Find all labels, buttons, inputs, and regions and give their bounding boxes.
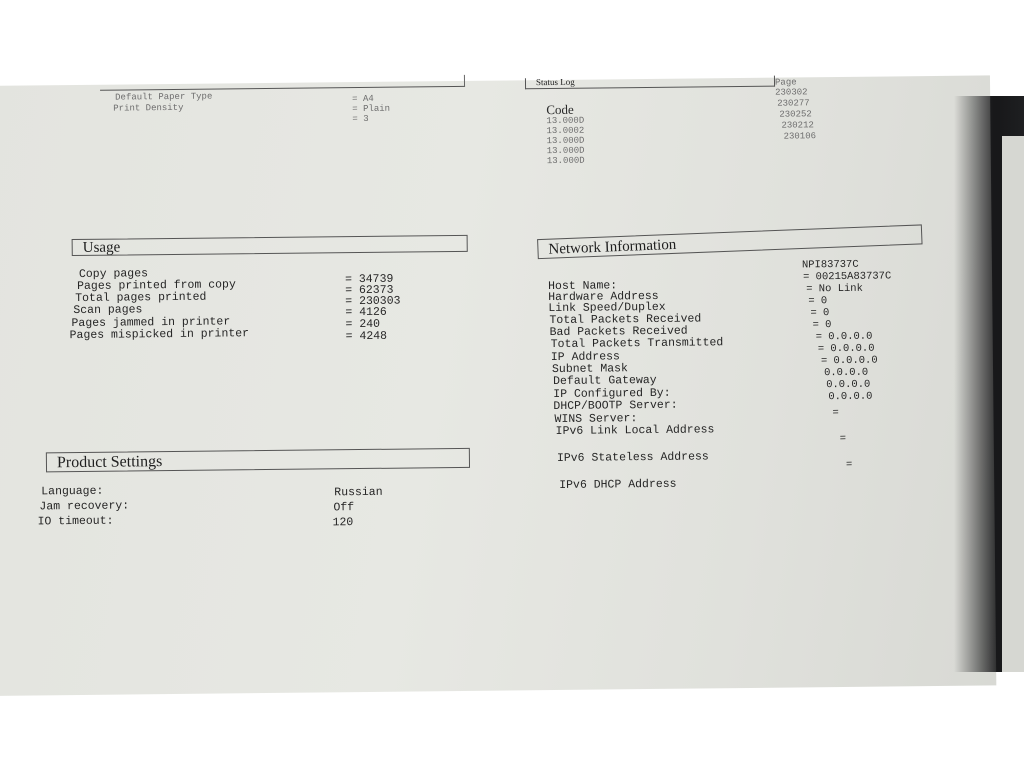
network-value: = 0.0.0.0: [820, 354, 878, 368]
product-setting-label: Language:: [41, 484, 104, 499]
paper-value: = A4: [352, 93, 374, 105]
product-setting-label: IO timeout:: [37, 514, 114, 529]
paper-value: = Plain: [352, 103, 391, 115]
network-label: IPv6 DHCP Address: [559, 477, 677, 492]
network-value: =: [845, 458, 853, 471]
status-log-header: [525, 76, 775, 90]
status-code: 13.0002: [546, 125, 585, 137]
usage-label: Total pages printed: [75, 290, 207, 306]
code-header: Code: [546, 101, 574, 118]
status-log-title: Status Log: [535, 76, 575, 88]
network-label: IP Address: [550, 350, 620, 365]
usage-label: Scan pages: [73, 303, 143, 318]
network-value: = 00215A83737C: [802, 270, 892, 284]
usage-label: Pages mispicked in printer: [69, 327, 250, 343]
usage-value: = 4248: [345, 329, 388, 344]
usage-value: = 4126: [345, 305, 387, 320]
network-label: WINS Server:: [554, 412, 638, 427]
status-code: 13.000D: [546, 155, 585, 167]
network-label: IPv6 Stateless Address: [556, 450, 709, 465]
page-header: Page: [774, 77, 797, 88]
network-label: Host Name:: [548, 279, 618, 294]
underlying-sheet-edge: [1002, 136, 1024, 672]
usage-value: = 240: [345, 317, 381, 332]
network-label: Total Packets Received: [549, 312, 702, 328]
status-code: 13.000D: [546, 115, 585, 127]
paper-label: Default Paper Type: [115, 91, 213, 103]
status-page: 230277: [777, 98, 810, 109]
network-label: DHCP/BOOTP Server:: [553, 398, 678, 414]
network-label: IPv6 Link Local Address: [555, 423, 715, 438]
printer-report-page: [0, 75, 996, 696]
network-label: IP Configured By:: [553, 386, 671, 402]
usage-label: Copy pages: [78, 267, 149, 281]
usage-value: = 230303: [345, 294, 401, 309]
usage-label: Pages printed from copy: [77, 278, 236, 293]
network-title: Network Information: [548, 236, 677, 258]
network-value: = 0.0.0.0: [817, 342, 875, 356]
network-label: Link Speed/Duplex: [548, 300, 666, 316]
network-value: = 0.0.0.0: [815, 330, 873, 344]
status-page: 230212: [781, 120, 814, 131]
product-setting-value: Russian: [334, 485, 383, 500]
product-settings-title-box: [46, 448, 470, 472]
network-label: Hardware Address: [548, 289, 659, 305]
usage-title-box: [72, 235, 468, 256]
usage-value: = 62373: [345, 283, 394, 298]
product-setting-label: Jam recovery:: [39, 499, 130, 514]
network-value: NPI83737C: [801, 258, 859, 272]
paper-label: Print Density: [113, 102, 184, 114]
status-page: 230252: [779, 109, 812, 120]
network-value: = No Link: [806, 282, 863, 296]
status-page: 230106: [783, 131, 817, 142]
status-code: 13.000D: [546, 135, 585, 147]
usage-title: Usage: [82, 239, 121, 256]
paper-value: = 3: [352, 113, 369, 125]
network-value: = 0: [808, 295, 828, 308]
network-value: = 0: [812, 319, 832, 332]
network-value: =: [832, 407, 839, 420]
network-value: 0.0.0.0: [828, 390, 873, 404]
network-value: 0.0.0.0: [826, 378, 871, 392]
paper-section-box: [100, 75, 465, 91]
usage-label: Pages jammed in printer: [71, 315, 231, 331]
network-value: 0.0.0.0: [823, 366, 869, 380]
network-label: Default Gateway: [553, 373, 657, 389]
usage-value: = 34739: [344, 272, 394, 287]
product-setting-value: 120: [332, 516, 354, 530]
product-settings-title: Product Settings: [56, 453, 163, 472]
network-value: = 0: [810, 307, 830, 320]
network-label: Subnet Mask: [551, 362, 628, 377]
photo-area: [0, 76, 1024, 672]
network-label: Total Packets Transmitted: [550, 336, 724, 352]
product-setting-value: Off: [333, 501, 355, 515]
network-title-box: [537, 224, 922, 259]
network-value: =: [839, 432, 847, 446]
network-label: Bad Packets Received: [549, 324, 688, 340]
status-page: 230302: [775, 87, 808, 98]
status-code: 13.000D: [546, 145, 585, 157]
